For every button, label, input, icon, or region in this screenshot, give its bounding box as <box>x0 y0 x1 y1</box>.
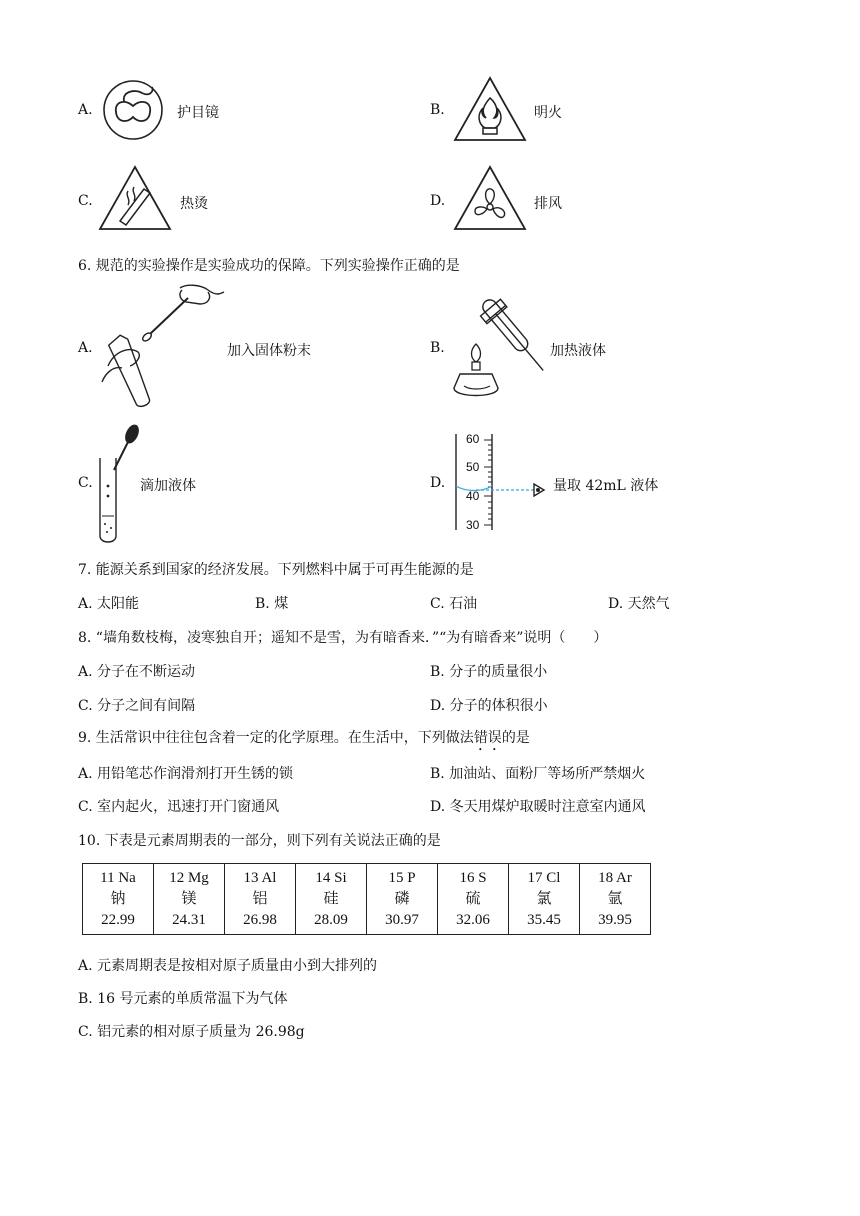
q8-option-d: D. 分子的体积很小 <box>430 698 548 714</box>
q10-option-b: B. 16 号元素的单质常温下为气体 <box>78 991 288 1007</box>
dropper-diagram <box>96 420 142 544</box>
q5-option-c-letter: C. <box>78 193 93 209</box>
q8-option-c: C. 分子之间有间隔 <box>78 698 196 714</box>
q7-option-c: C. 石油 <box>430 596 478 612</box>
q5-option-b-text: 明火 <box>534 105 562 121</box>
q6-option-a-letter: A. <box>78 340 93 356</box>
heat-liquid-diagram <box>450 288 550 402</box>
q6-option-d-letter: D. <box>430 475 446 491</box>
q5-option-a-letter: A. <box>78 102 93 118</box>
cylinder-tick-50: 50 <box>466 460 480 474</box>
q7-option-b: B. 煤 <box>255 596 289 612</box>
cylinder-tick-40: 40 <box>466 489 480 503</box>
add-powder-diagram <box>100 282 226 410</box>
element-cell: 17 Cl 氯 35.45 <box>509 864 580 935</box>
q6-option-d-text: 量取 42mL 液体 <box>553 478 659 494</box>
q5-option-a-text: 护目镜 <box>177 105 219 121</box>
hot-surface-icon <box>98 165 172 231</box>
q5-option-c-text: 热烫 <box>180 196 208 212</box>
goggles-icon <box>102 79 164 141</box>
q5-option-b-letter: B. <box>430 102 445 118</box>
open-flame-icon <box>453 76 527 142</box>
element-cell: 15 P 磷 30.97 <box>367 864 438 935</box>
q6-option-c-letter: C. <box>78 475 93 491</box>
element-cell: 13 Al 铝 26.98 <box>225 864 296 935</box>
q9-emphasis: 错误 <box>473 730 502 746</box>
q9-stem: 9. 生活常识中往往包含着一定的化学原理。在生活中，下列做法错误的是 <box>78 730 530 746</box>
q8-stem: 8. “墙角数枝梅，凌寒独自开；遥知不是雪，为有暗香来．”“为有暗香来”说明（ ） <box>78 630 608 646</box>
element-cell: 16 S 硫 32.06 <box>438 864 509 935</box>
q6-option-a-text: 加入固体粉末 <box>227 343 311 359</box>
element-cell: 18 Ar 氩 39.95 <box>580 864 651 935</box>
q5-option-d-text: 排风 <box>534 196 562 212</box>
q7-stem: 7. 能源关系到国家的经济发展。下列燃料中属于可再生能源的是 <box>78 562 474 578</box>
q7-option-a: A. 太阳能 <box>78 596 140 612</box>
q6-option-b-text: 加热液体 <box>550 343 606 359</box>
q10-option-a: A. 元素周期表是按相对原子质量由小到大排列的 <box>78 958 378 974</box>
q7-option-d: D. 天然气 <box>608 596 670 612</box>
q9-option-a: A. 用铅笔芯作润滑剂打开生锈的锁 <box>78 766 294 782</box>
q9-option-c: C. 室内起火，迅速打开门窗通风 <box>78 799 280 815</box>
periodic-table-excerpt <box>82 863 651 935</box>
q9-option-d: D. 冬天用煤炉取暖时注意室内通风 <box>430 799 646 815</box>
graduated-cylinder-diagram <box>450 432 554 532</box>
q6-option-b-letter: B. <box>430 340 445 356</box>
cylinder-tick-30: 30 <box>466 518 480 532</box>
exhaust-fan-icon <box>453 165 527 231</box>
q6-option-c-text: 滴加液体 <box>140 478 196 494</box>
element-cell: 12 Mg 镁 24.31 <box>154 864 225 935</box>
element-cell: 11 Na 钠 22.99 <box>83 864 154 935</box>
q10-option-c: C. 铝元素的相对原子质量为 26.98g <box>78 1024 305 1040</box>
element-cell: 14 Si 硅 28.09 <box>296 864 367 935</box>
q10-stem: 10. 下表是元素周期表的一部分，则下列有关说法正确的是 <box>78 833 441 849</box>
q8-option-a: A. 分子在不断运动 <box>78 664 196 680</box>
q6-stem: 6. 规范的实验操作是实验成功的保障。下列实验操作正确的是 <box>78 258 460 274</box>
q5-option-d-letter: D. <box>430 193 446 209</box>
q9-option-b: B. 加油站、面粉厂等场所严禁烟火 <box>430 766 646 782</box>
q8-option-b: B. 分子的质量很小 <box>430 664 548 680</box>
cylinder-tick-60: 60 <box>466 432 480 446</box>
